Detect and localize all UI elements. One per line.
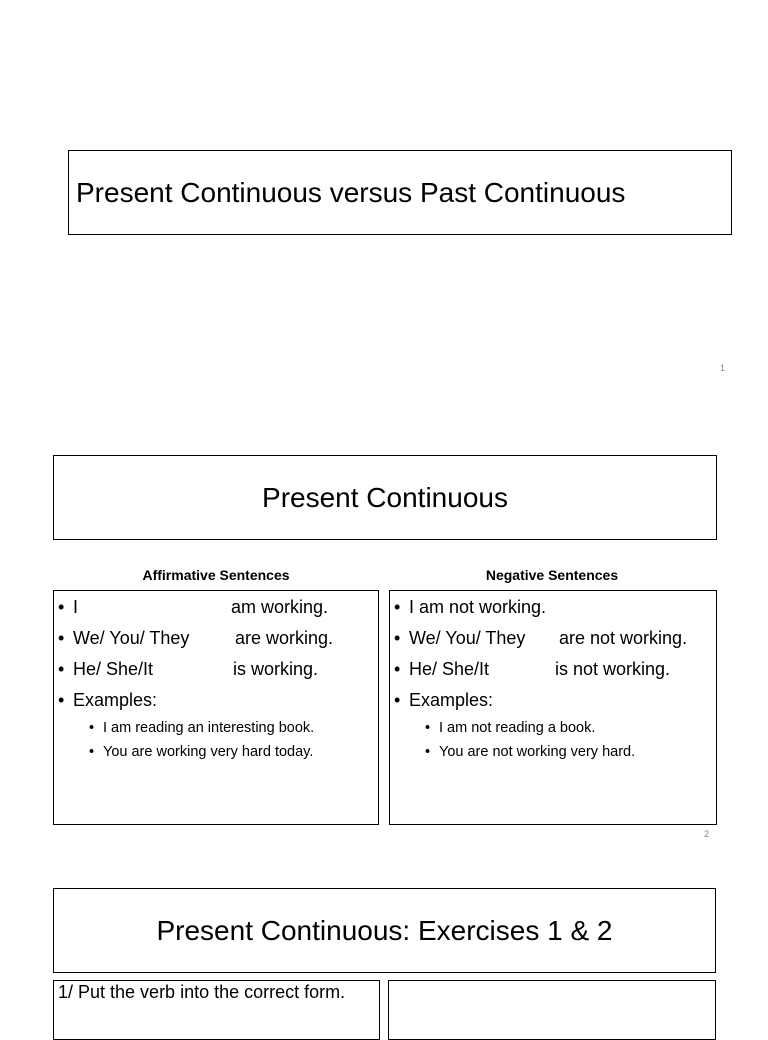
affirmative-row: • He/ She/It is working. [54,654,378,685]
negative-row: • I am not working. [390,592,716,623]
slide1-title: Present Continuous versus Past Continuous [76,176,626,208]
negative-example: • You are not working very hard. [390,740,716,764]
affirmative-example: • I am reading an interesting book. [54,716,378,740]
affirmative-box [53,590,379,825]
negative-heading: Negative Sentences [485,567,619,583]
slide2-title: Present Continuous [262,481,508,513]
slide1-title-box [68,150,732,235]
slide3-title-box [53,888,716,973]
exercise1-box [53,980,380,1040]
negative-box [389,590,717,825]
affirmative-row: • We/ You/ They are working. [54,623,378,654]
negative-row: • He/ She/It is not working. [390,654,716,685]
affirmative-example: • You are working very hard today. [54,740,378,764]
negative-examples-label: • Examples: [390,685,716,716]
affirmative-row: • I am working. [54,592,378,623]
slide1-page-number: 1 [720,363,726,373]
slide2-title-box [53,455,717,540]
slide2-page-number: 2 [704,829,710,839]
exercise2-box [388,980,716,1040]
exercise1-instruction: 1/ Put the verb into the correct form. [58,982,346,1002]
negative-example: • I am not reading a book. [390,716,716,740]
slide3-title: Present Continuous: Exercises 1 & 2 [156,914,613,946]
affirmative-heading: Affirmative Sentences [142,567,290,583]
affirmative-examples-label: • Examples: [54,685,378,716]
negative-row: • We/ You/ They are not working. [390,623,716,654]
